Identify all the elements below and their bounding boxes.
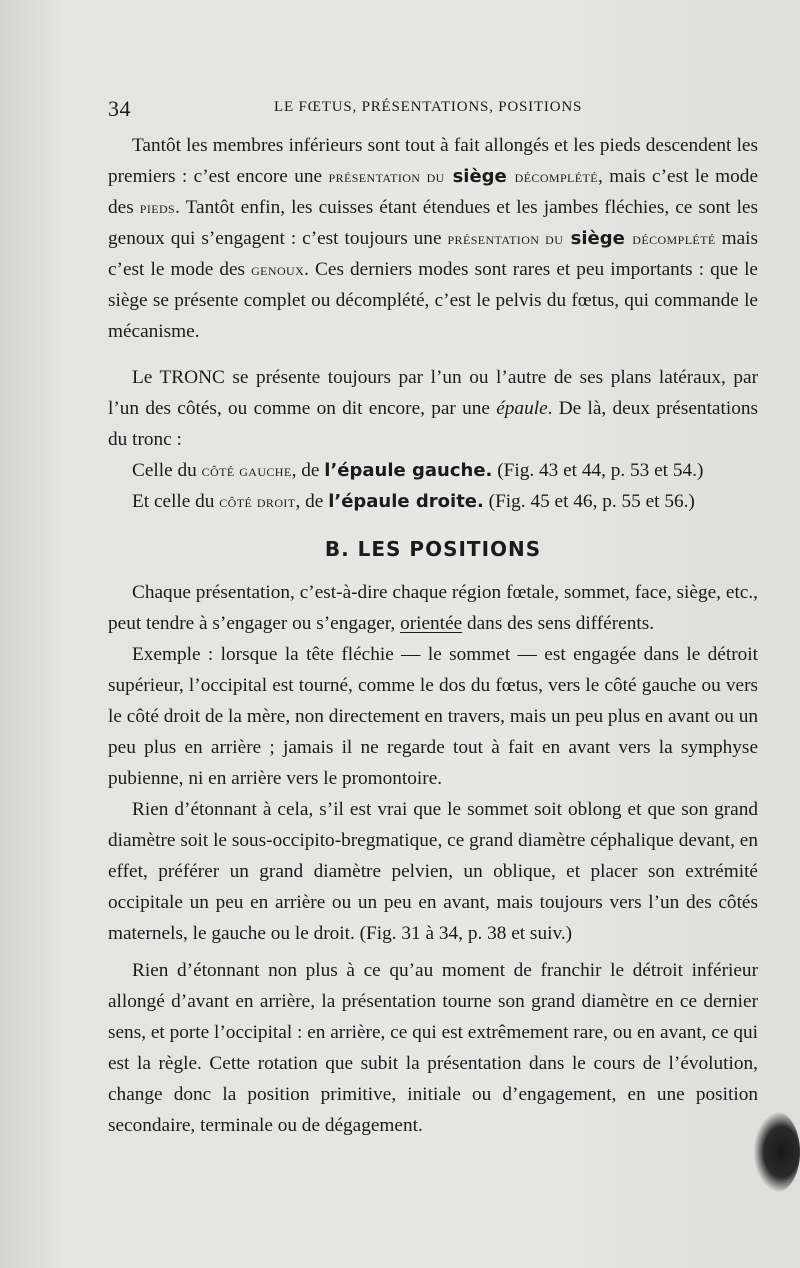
page-body	[108, 130, 758, 1141]
text-run: mais c’est le mode des	[108, 228, 759, 280]
small-caps-term: côté gauche	[201, 461, 292, 480]
ink-blot	[754, 1112, 800, 1192]
paragraph-rien-detonnant: Rien d’étonnant à cela, s’il est vrai que le sommet soit oblong et que son grand diamètre soit le sous-occipito-bregmatique, ce grand diamètre céphalique devant, en effet, préférer un grand diamètre pelvien, un oblique, et placer son extrémité occipitale un peu en arrière ou un peu en avant, mais toujours vers l’un des côtés maternels, le gauche ou le droit. (Fig. 31 à 34, p. 38 et suiv.)	[108, 799, 758, 944]
text-run: , mais c’est le mode des	[108, 166, 759, 218]
small-caps-term: genoux	[251, 260, 305, 279]
bold-term: siège	[563, 228, 633, 249]
figure-reference: (Fig. 45 et 46, p. 55 et 56.)	[483, 491, 695, 512]
text-run: . Tantôt enfin, les cuisses étant étendues et les jambes fléchies, ce sont les genoux qui s’engagent : c’est toujours une	[108, 197, 758, 249]
small-caps-term: présentation du	[328, 167, 445, 186]
small-caps-term: pieds	[139, 198, 176, 217]
paragraph-positions-intro	[108, 577, 758, 639]
text-run: Chaque présentation, c’est-à-dire chaque région fœtale, sommet, face, siège, etc., peut tendre à s’engager ou s’engager,	[108, 582, 758, 634]
text-run: Le TRONC se présente toujours par l’un ou l’autre de ses plans latéraux, par l’un des côtés, ou comme on dit encore, par une	[108, 367, 758, 419]
text-run: . Ces derniers modes sont rares et peu importants : que le siège se présente complet ou décomplété, c’est le pelvis du fœtus, qui commande le mécanisme.	[108, 259, 758, 342]
text-run: Et celle du	[132, 491, 220, 512]
text-run: dans des sens différents.	[462, 613, 655, 634]
bold-term: l’épaule gauche.	[324, 460, 493, 481]
text-run: . De là, deux présentations du tronc :	[108, 398, 758, 450]
underlined-term: orientée	[400, 613, 463, 634]
line-epaule-gauche	[108, 455, 758, 486]
small-caps-term: présentation du	[447, 229, 564, 248]
paragraph-tronc	[108, 362, 758, 455]
text-run: Tantôt les membres inférieurs sont tout à fait allongés et les pieds descendent les premiers : c’est encore une	[108, 135, 758, 187]
small-caps-term: décomplété	[514, 167, 598, 186]
page-header	[108, 96, 764, 126]
small-caps-term: côté droit	[219, 492, 296, 511]
text-run: Celle du	[132, 460, 202, 481]
text-run: , de	[295, 491, 329, 512]
paragraph-rotation: Rien d’étonnant non plus à ce qu’au moment de franchir le détroit inférieur allongé d’avant en arrière, la présentation tourne son grand diamètre en ce dernier sens, et porte l’occipital : en arrière, ce qui est extrêmement rare, ou en avant, ce qui est la règle. Cette rotation que subit la présentation dans le cours de l’évolution, change donc la position primitive, initiale ou d’engagement, en une position secondaire, terminale ou de dégagement.	[108, 960, 758, 1136]
bold-term: siège	[444, 166, 515, 187]
text-run: , de	[291, 460, 325, 481]
italic-term: épaule	[496, 398, 548, 419]
figure-reference: (Fig. 43 et 44, p. 53 et 54.)	[492, 460, 704, 481]
paragraph-exemple: Exemple : lorsque la tête fléchie — le sommet — est engagée dans le détroit supérieur, l’occipital est tourné, comme le dos du fœtus, vers le côté gauche ou vers le côté droit de la mère, non directement en travers, mais un peu plus en avant ou un peu plus en arrière ; jamais il ne regarde tout à fait en avant vers la symphyse pubienne, ni en arrière vers le promontoire.	[108, 644, 758, 789]
section-title: B. LES POSITIONS	[324, 537, 542, 561]
page-number: 34	[108, 96, 131, 121]
small-caps-term: décomplété	[632, 229, 716, 248]
line-epaule-droite	[108, 486, 758, 517]
bold-term: l’épaule droite.	[328, 491, 484, 512]
paragraph-siege-modes	[108, 130, 758, 347]
running-head: LE FŒTUS, PRÉSENTATIONS, POSITIONS	[274, 99, 583, 115]
